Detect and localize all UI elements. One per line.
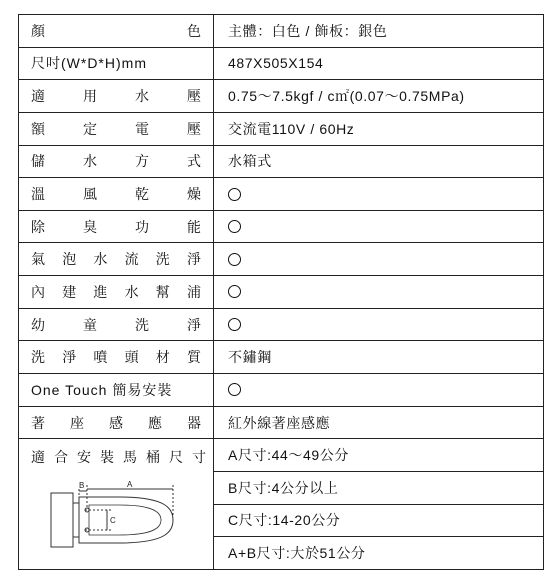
spec-label-cell bbox=[19, 276, 214, 309]
spec-label bbox=[27, 315, 205, 335]
spec-value: 不鏽鋼 bbox=[228, 349, 272, 366]
size-value-cell bbox=[214, 439, 544, 472]
spec-label-char: 淨 bbox=[62, 349, 77, 366]
spec-label-cell bbox=[19, 210, 214, 243]
spec-label bbox=[27, 184, 205, 204]
spec-value-cell bbox=[214, 47, 544, 80]
spec-label-char: 著 bbox=[31, 414, 45, 431]
circle-icon bbox=[228, 188, 241, 201]
spec-value-cell bbox=[214, 178, 544, 211]
spec-label-char: 水 bbox=[124, 283, 139, 300]
spec-value-cell bbox=[214, 374, 544, 407]
spec-label-char: 水 bbox=[93, 251, 108, 268]
toilet-seat-diagram bbox=[49, 479, 179, 560]
spec-label-char: 淨 bbox=[187, 316, 201, 333]
spec-label-char: 色 bbox=[187, 22, 201, 39]
spec-label-char: 淨 bbox=[186, 251, 201, 268]
spec-label-char: 能 bbox=[187, 218, 201, 235]
spec-value: 交流電110V / 60Hz bbox=[228, 120, 355, 137]
spec-label-cell bbox=[19, 374, 214, 407]
spec-row bbox=[19, 276, 544, 309]
circle-icon bbox=[228, 253, 241, 266]
spec-label-char: 壓 bbox=[187, 88, 201, 105]
spec-value: 水箱式 bbox=[228, 153, 272, 170]
size-value: A尺寸:44～49公分 bbox=[228, 447, 349, 464]
spec-label-cell bbox=[19, 406, 214, 439]
size-label-char: 安 bbox=[77, 449, 91, 466]
spec-label-char: 用 bbox=[83, 88, 97, 105]
spec-label-char: 進 bbox=[93, 283, 108, 300]
spec-label bbox=[27, 249, 205, 269]
spec-label-char: 乾 bbox=[135, 186, 149, 203]
spec-label-char: 童 bbox=[83, 316, 97, 333]
size-label-char: 馬 bbox=[123, 449, 137, 466]
diagram-label-a: A bbox=[127, 480, 133, 490]
spec-label-cell bbox=[19, 112, 214, 145]
spec-label-char: 適 bbox=[31, 88, 45, 105]
size-value-cell bbox=[214, 504, 544, 537]
spec-value: 紅外線著座感應 bbox=[228, 414, 331, 431]
size-label-char: 尺 bbox=[169, 449, 183, 466]
spec-label-cell bbox=[19, 341, 214, 374]
size-label-char: 合 bbox=[54, 449, 68, 466]
spec-row bbox=[19, 178, 544, 211]
spec-label bbox=[27, 119, 205, 139]
spec-value-cell bbox=[214, 276, 544, 309]
toilet-seat-icon bbox=[49, 479, 179, 557]
spec-label-char: 材 bbox=[155, 349, 170, 366]
spec-label-char: 氣 bbox=[31, 251, 45, 268]
spec-label-char: 幫 bbox=[155, 283, 170, 300]
spec-label-char: 顏 bbox=[31, 22, 45, 39]
spec-label bbox=[27, 151, 205, 171]
spec-row bbox=[19, 341, 544, 374]
spec-value: 487X505X154 bbox=[228, 55, 324, 72]
spec-value-cell bbox=[214, 243, 544, 276]
spec-value-cell bbox=[214, 210, 544, 243]
spec-label-char: 額 bbox=[31, 120, 45, 137]
spec-value-cell bbox=[214, 112, 544, 145]
spec-label bbox=[27, 413, 205, 433]
spec-label-cell bbox=[19, 145, 214, 178]
spec-row bbox=[19, 406, 544, 439]
spec-row bbox=[19, 15, 544, 48]
size-label-char: 裝 bbox=[100, 449, 114, 466]
spec-label-char: 浦 bbox=[186, 283, 201, 300]
spec-row bbox=[19, 243, 544, 276]
size-value-cell bbox=[214, 537, 544, 570]
spec-label bbox=[27, 217, 205, 237]
spec-label-char: 壓 bbox=[187, 120, 201, 137]
size-value-cell bbox=[214, 471, 544, 504]
spec-label-char: 泡 bbox=[62, 251, 77, 268]
spec-value: 主體：白色 / 飾板：銀色 bbox=[228, 22, 388, 39]
size-value: C尺寸:14-20公分 bbox=[228, 512, 341, 529]
spec-label-char: 噴 bbox=[93, 349, 108, 366]
spec-label-char: 臭 bbox=[83, 218, 97, 235]
spec-label bbox=[27, 86, 205, 106]
spec-label-char: 洗 bbox=[31, 349, 45, 366]
spec-value: 0.75～7.5kgf / c㎡(0.07～0.75MPa) bbox=[228, 88, 465, 105]
spec-label-cell bbox=[19, 243, 214, 276]
spec-label-char: 幼 bbox=[31, 316, 45, 333]
spec-label-cell bbox=[19, 308, 214, 341]
spec-label-char: 風 bbox=[83, 186, 97, 203]
spec-label-char: 建 bbox=[62, 283, 77, 300]
spec-row bbox=[19, 145, 544, 178]
spec-label-char: 儲 bbox=[31, 153, 45, 170]
spec-label bbox=[27, 282, 205, 302]
spec-label-char: 方 bbox=[135, 153, 149, 170]
spec-label: One Touch 簡易安裝 bbox=[31, 381, 173, 398]
spec-label-char: 洗 bbox=[155, 251, 170, 268]
spec-label-char: 頭 bbox=[124, 349, 139, 366]
spec-label-char: 燥 bbox=[187, 186, 201, 203]
size-value: A+B尺寸:大於51公分 bbox=[228, 545, 366, 562]
spec-label-char: 定 bbox=[83, 120, 97, 137]
spec-row bbox=[19, 112, 544, 145]
size-label-char: 桶 bbox=[146, 449, 160, 466]
spec-label-char: 器 bbox=[187, 414, 201, 431]
spec-value-cell bbox=[214, 341, 544, 374]
size-row bbox=[19, 439, 544, 472]
size-label-char: 寸 bbox=[192, 449, 206, 466]
spec-label-char: 質 bbox=[186, 349, 201, 366]
spec-row bbox=[19, 80, 544, 113]
spec-label-cell bbox=[19, 15, 214, 48]
spec-label bbox=[27, 21, 205, 41]
spec-label-char: 電 bbox=[135, 120, 149, 137]
size-value: B尺寸:4公分以上 bbox=[228, 479, 339, 496]
spec-row bbox=[19, 308, 544, 341]
spec-label-char: 式 bbox=[187, 153, 201, 170]
spec-label-char: 溫 bbox=[31, 186, 45, 203]
diagram-label-c: C bbox=[110, 516, 116, 526]
diagram-label-b: B bbox=[79, 481, 85, 491]
spec-label-char: 應 bbox=[148, 414, 162, 431]
spec-label-char: 洗 bbox=[135, 316, 149, 333]
spec-label-char: 除 bbox=[31, 218, 45, 235]
circle-icon bbox=[228, 383, 241, 396]
spec-label-char: 水 bbox=[83, 153, 97, 170]
spec-label-char: 水 bbox=[135, 88, 149, 105]
spec-label-cell bbox=[19, 178, 214, 211]
circle-icon bbox=[228, 220, 241, 233]
spec-label-char: 座 bbox=[70, 414, 84, 431]
spec-label-cell bbox=[19, 47, 214, 80]
spec-label-char: 感 bbox=[109, 414, 123, 431]
spec-label bbox=[27, 347, 205, 367]
circle-icon bbox=[228, 318, 241, 331]
spec-label: 尺吋(W*D*H)mm bbox=[31, 55, 147, 72]
spec-value-cell bbox=[214, 406, 544, 439]
circle-icon bbox=[228, 285, 241, 298]
spec-label-char: 功 bbox=[135, 218, 149, 235]
size-label bbox=[27, 447, 210, 467]
spec-value-cell bbox=[214, 80, 544, 113]
spec-row bbox=[19, 47, 544, 80]
spec-value-cell bbox=[214, 308, 544, 341]
spec-row bbox=[19, 210, 544, 243]
spec-value-cell bbox=[214, 145, 544, 178]
spec-table bbox=[18, 14, 544, 570]
spec-label-char: 內 bbox=[31, 283, 45, 300]
size-label-cell bbox=[19, 439, 214, 570]
spec-label-cell bbox=[19, 80, 214, 113]
size-label-char: 適 bbox=[31, 449, 45, 466]
spec-value-cell bbox=[214, 15, 544, 48]
spec-label-char: 流 bbox=[124, 251, 139, 268]
spec-row bbox=[19, 374, 544, 407]
